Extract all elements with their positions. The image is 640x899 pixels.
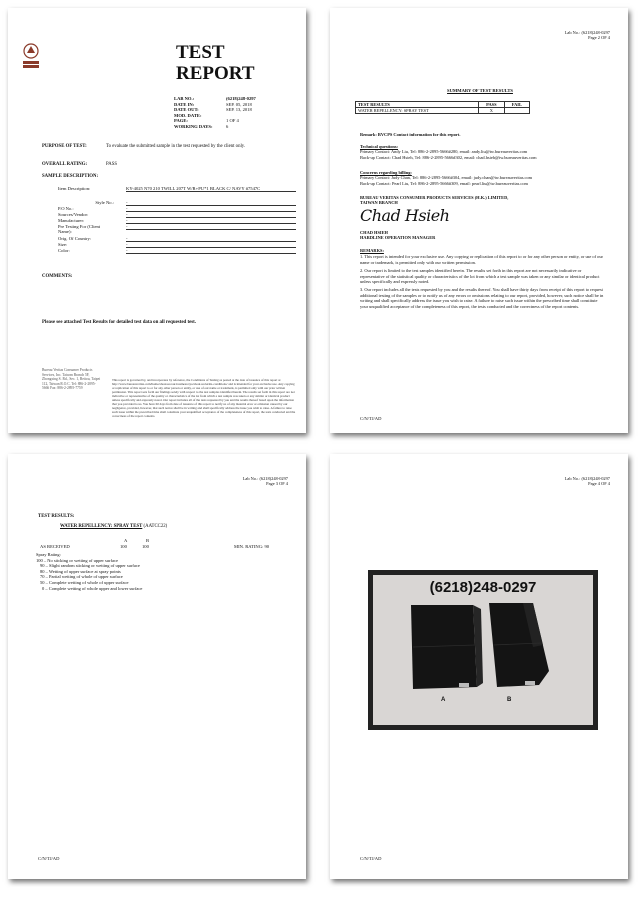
table-row [356,108,530,114]
row-label: AS RECEIVED [40,544,70,549]
table-cell-pass: X [479,108,505,114]
test-results-label: TEST RESULTS: [38,514,75,519]
doc-code: C/N/TJ/AD [360,416,382,421]
column-b-header: B [146,538,150,543]
sample-field-label: Color: [58,248,70,253]
remarks-item: 3. Our report includes all the tests requested by you and the results thereof. You shall have thirty days from receipt of this report to request additional testing of the samples or to notify us of any errors or omissions relating to our report, provided, however, such notice shall be in writing and shall specifically address the issue you wish to raise. A failure to raise such issue within the prescribed time shall constitute your unqualified acceptance of the completeness of this report, the tests conducted and the correctness of the report contents. [360,287,604,309]
footer-disclaimer: This report is governed by, and incorporates by reference, the Conditions of Testing as posted at the date of issuance of this report at http://www.bureauveritas.com/home/about-us/our-business/cps/about-us/terms-conditions/ and is intended for your exclusive use. Any copying or replication of this report to or for any other person or entity, or use of our name or trademark, is permitted only with our prior written permission. This report sets forth our findings solely with respect to the test samples identified herein. The results set forth in this report are not indicative or representative of the quality or characteristics of the lot from which a test sample was taken or any similar or identical product unless specifically and expressly noted. Our report includes all of the tests requested by you and the results thereof based upon the information that you provided to us. You have 60 days from date of issuance of this report to notify us of any material error or omission caused by our negligence, provided, however, that such notice shall be in writing and shall specifically address the issue you wish to raise. A failure to raise such issue within the prescribed time shall constitute your unqualified acceptance of the completeness of this report, the tests conducted and the correctness of the report contents. [112,378,296,418]
spray-rating-item: 70 – Partial wetting of whole of upper surface [40,574,123,580]
spray-rating-item: 50 – Complete wetting of whole of upper surface [40,579,129,585]
signer-block [360,230,604,241]
summary-title: SUMMARY OF TEST RESULTS [447,88,513,93]
tech-label: Technical questions: [360,144,399,149]
see-attached-note: Please see attached Test Results for detailed test data on all requested test. [42,320,196,325]
bureau-veritas-logo [22,42,40,72]
swatch-label-a: A [441,697,446,703]
sample-field-value: - [126,218,296,224]
value-b: 100 [142,544,149,549]
spray-rating-label: Spray Rating: [36,552,61,557]
footer-address: Bureau Veritas Consumer Products Services, Inc. Taiwan Branch 5F, Zhongxing S. Rd., Sec. 1, Beitou, Taipei 112, Taiwan R.O.C. Tel: 886-2-2895-5666 Fax: 886-2-2895-7759 [42,368,101,391]
sample-field-label: Manufacturer: [58,218,85,223]
report-page-3 [8,454,306,879]
fabric-swatch-b-tag [525,681,535,685]
report-title [176,42,255,84]
overall-rating-value: PASS [106,162,118,167]
sample-field-value: - [126,206,296,212]
billing-label: Concerns regarding billing: [360,170,412,175]
billing-primary: Primary Contact: Judy Chan, Tel: 886-2-2895-5666#304, email: judy.chan@tw.bureauveritas.com [360,175,533,181]
table-cell-test: WATER REPELLENCY: SPRAY TEST [356,108,479,114]
sample-field-value: - [126,224,296,230]
tech-backup: Back-up Contact: Chad Hsieh, Tel: 886-2-2895-5666#302, email: chad.hsieh@tw.bureauveritas.com [360,154,537,160]
sample-field-value: - [126,248,296,254]
spray-rating-item: 0 – Complete wetting of whole upper and lower surface [42,585,143,591]
photo-background [373,575,593,725]
overall-rating-label: OVERALL RATING: [42,162,88,167]
info-label: LAB NO.: [174,96,195,101]
signer-title: HARDLINE OPERATION MANAGER [360,235,436,241]
purpose-value: To evaluate the submitted sample in the test requested by the client only. [106,144,246,149]
billing-block [360,170,604,186]
test-method: (AATCC22) [143,524,168,529]
remarks-block [360,248,604,309]
swatch-label-b: B [507,697,512,703]
info-label: DATE IN: [174,101,195,107]
page-header [565,476,610,486]
sample-field-value: KY-4025 N70 210 TWILL 207T W/R+PU*1 BLACK C/ NAVY #7547C [126,186,296,192]
fabric-swatches-illustration [373,575,593,725]
page-header [565,30,610,40]
info-value: 6 [226,123,229,129]
sample-field-value: - [126,242,296,248]
page-header [243,476,288,486]
sample-field-label: Orig. Of Country: [58,236,92,241]
info-label: MOD. DATE: [174,112,202,118]
page-number: Page 3 OF 4 [266,481,288,487]
sample-field-label: Sources/Vendor: [58,212,89,217]
remarks-item: 2. Our report is limited to the test samples identified herein. The results set forth in this report are not necessarily indicative or representative of the statistical quality or characteristics of the lot from which a test sample was taken or any similar or identical product unless specifically and expressly noted. [360,268,600,285]
tech-primary: Primary Contact: Andy Liu, Tel: 886-2-2895-5666#280, email: andy.liu@tw.bureauveritas.com [360,149,528,155]
technical-block [360,144,604,160]
comments-label: COMMENTS: [42,274,73,279]
sample-field-value: - [126,212,296,218]
report-page-4 [330,454,628,879]
title-line-1: TEST [176,42,225,63]
sample-field-label: Item Description: [58,186,91,191]
spray-rating-item: 90 – Slight random sticking or wetting of upper surface [40,563,140,569]
min-rating: MIN. RATING: 90 [234,544,270,549]
table-header-pass: PASS [479,102,505,108]
remark-line: Remark: BVCPS Contact information for this report. [360,132,461,137]
sample-description-label: SAMPLE DESCRIPTION: [42,174,99,179]
info-value: SEP. 13, 2018 [226,107,252,112]
purpose-label: PURPOSE OF TEST: [42,144,87,149]
sample-field-label: Pre Testing For (Client Name): [58,224,101,235]
lab-no: Lab No.: (6218)248-0297 [564,476,610,481]
spray-rating-legend [36,552,236,591]
page-number: Page 2 OF 4 [588,35,610,41]
info-label: PAGE: [174,118,188,123]
sample-field-value: - [126,236,296,242]
sample-field-label: Style No.: [95,200,114,205]
lab-no: Lab No.: (6218)248-0297 [242,476,288,481]
sample-photo [368,570,598,730]
test-name: WATER REPELLENCY: SPRAY TEST [60,524,143,529]
sample-field-value: - [126,200,296,206]
billing-backup: Back-up Contact: Pearl Liu, Tel: 886-2-2895-5666#309, email: pearl.liu@tw.bureauveritas.com [360,180,528,186]
table-cell-fail [504,108,529,114]
report-page-1 [8,8,306,433]
photo-title: (6218)248-0297 [429,579,537,596]
info-value: (6218)248-0297 [226,96,256,101]
column-a-header: A [124,538,128,543]
company-line-1: BUREAU VERITAS CONSUMER PRODUCTS SERVICES (H.K.) LIMITED, [360,195,509,200]
company-line-2: TAIWAN BRANCH [360,200,398,206]
lab-no: Lab No.: (6218)248-0297 [564,30,610,35]
summary-table [355,101,530,114]
sample-field-label: P.O No.: [58,206,74,211]
doc-code: C/N/TJ/AD [38,856,60,861]
table-header-fail: FAIL [504,102,529,108]
value-a: 100 [120,544,127,549]
spray-rating-item: 80 – Wetting of upper surface at spray points [40,568,121,574]
page-number: Page 4 OF 4 [588,481,610,487]
info-label: WORKING DAYS: [174,123,213,129]
test-heading [60,524,167,529]
title-line-2: REPORT [176,63,255,84]
table-header-tests: TEST RESULTS [356,102,479,108]
info-label: DATE OUT: [174,107,199,112]
company-block [360,195,604,206]
doc-code: C/N/TJ/AD [360,856,382,861]
sample-field-label: Size: [58,242,68,247]
remarks-label: REMARKS: [360,248,384,253]
spray-rating-item: 100 – No sticking or wetting of upper surface [36,557,118,563]
info-value: 1 OF 4 [226,118,239,123]
signature: Chad Hsieh [360,206,450,225]
signer-name: CHAD HSIEH [360,230,388,235]
remarks-item: 1. This report is intended for your exclusive use. Any copying or replication of this report to or for any other person or entity, or use of our name or trademark, is permitted only with our written permission. [360,254,604,265]
info-value: SEP. 05, 2018 [226,101,252,107]
fabric-swatch-a-tag [459,683,469,687]
report-page-2 [330,8,628,433]
